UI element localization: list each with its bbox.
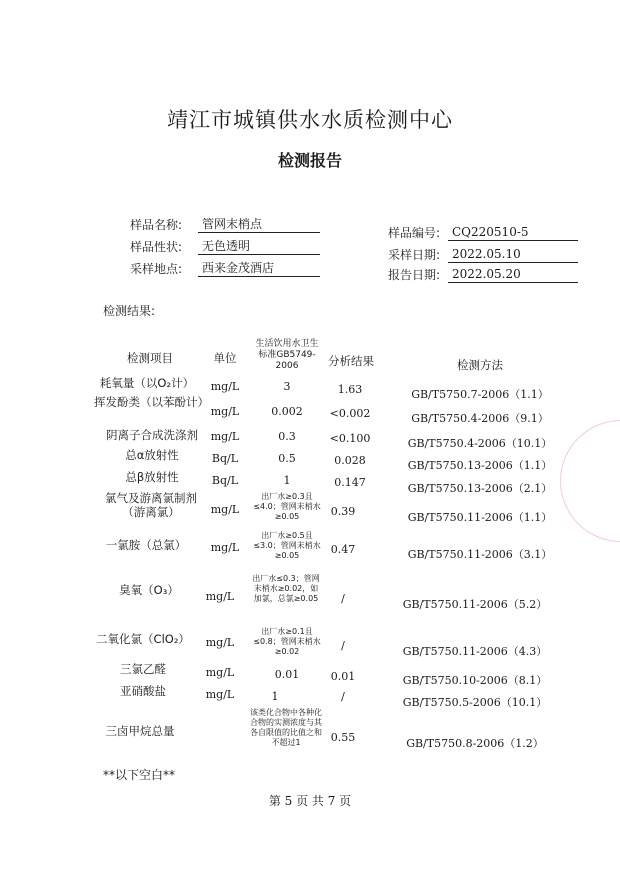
sample-nature-value: 无色透明 xyxy=(198,238,320,255)
row-12-standard: 该类化合物中各种化合物的实测浓度与其各自限值的比值之和不超过1 xyxy=(250,708,322,747)
sample-nature-label: 样品性状: xyxy=(130,240,183,254)
row-6-standard: 出厂水≥0.3且≤4.0；管网末梢水≥0.05 xyxy=(253,492,321,521)
row-5-item: 总β放射性 xyxy=(125,470,179,484)
row-1-result: 1.63 xyxy=(337,383,363,396)
blank-note: **以下空白** xyxy=(103,768,176,782)
row-5-standard: 1 xyxy=(283,474,291,487)
sample-location-label: 采样地点: xyxy=(130,262,183,276)
row-3-standard: 0.3 xyxy=(278,430,296,443)
sample-name-value: 管网末梢点 xyxy=(198,216,320,233)
row-8-standard: 出厂水≤0.3；管网末梢水≥0.02，如加氯，总氯≥0.05 xyxy=(252,574,320,603)
sample-location-value: 西来金茂酒店 xyxy=(198,260,320,277)
row-2-item: 挥发酚类（以苯酚计） xyxy=(94,395,209,409)
results-label: 检测结果: xyxy=(103,304,156,318)
row-5-result: 0.147 xyxy=(334,476,366,489)
sample-number-label: 样品编号: xyxy=(388,226,441,240)
row-7-item: 一氯胺（总氯） xyxy=(105,538,187,552)
row-11-standard: 1 xyxy=(271,690,279,703)
row-8-method: GB/T5750.11-2006（5.2） xyxy=(402,598,548,611)
row-4-method: GB/T5750.13-2006（1.1） xyxy=(407,459,553,472)
row-6-method: GB/T5750.11-2006（1.1） xyxy=(407,511,553,524)
row-2-method: GB/T5750.4-2006（9.1） xyxy=(411,412,549,425)
row-3-result: <0.100 xyxy=(329,432,371,445)
row-4-standard: 0.5 xyxy=(278,452,296,465)
row-1-unit: mg/L xyxy=(210,380,240,393)
header-method: 检测方法 xyxy=(457,358,503,372)
row-11-unit: mg/L xyxy=(205,688,235,701)
row-7-standard: 出厂水≥0.5且≤3.0；管网末梢水≥0.05 xyxy=(253,531,321,560)
seal-stamp xyxy=(560,420,620,542)
row-5-unit: Bq/L xyxy=(211,474,239,487)
header-item: 检测项目 xyxy=(127,351,173,365)
row-12-method: GB/T5750.8-2006（1.2） xyxy=(406,737,544,750)
row-6-result: 0.39 xyxy=(330,505,356,518)
row-12-result: 0.55 xyxy=(330,731,356,744)
row-2-unit: mg/L xyxy=(210,405,240,418)
row-7-unit: mg/L xyxy=(210,541,240,554)
row-2-result: <0.002 xyxy=(329,407,371,420)
row-9-result: / xyxy=(341,639,345,652)
row-10-unit: mg/L xyxy=(205,666,235,679)
row-10-item: 三氯乙醛 xyxy=(120,662,166,676)
row-6-unit: mg/L xyxy=(210,503,240,516)
row-11-item: 亚硝酸盐 xyxy=(120,684,166,698)
row-1-item: 耗氧量（以O₂计） xyxy=(99,376,195,390)
row-1-standard: 3 xyxy=(283,380,291,393)
row-2-standard: 0.002 xyxy=(271,405,303,418)
sample-number-value: CQ220510-5 xyxy=(448,224,578,241)
sample-name-label: 样品名称: xyxy=(130,218,183,232)
row-9-item: 二氧化氯（ClO₂） xyxy=(96,632,190,646)
row-10-result: 0.01 xyxy=(330,670,356,683)
row-12-item: 三卤甲烷总量 xyxy=(105,724,175,738)
row-8-unit: mg/L xyxy=(205,590,235,603)
header-result: 分析结果 xyxy=(328,354,374,368)
row-7-result: 0.47 xyxy=(330,543,356,556)
row-7-method: GB/T5750.11-2006（3.1） xyxy=(407,548,553,561)
row-3-method: GB/T5750.4-2006（10.1） xyxy=(407,437,553,450)
header-standard: 生活饮用水卫生标准GB5749-2006 xyxy=(255,339,319,371)
row-4-unit: Bq/L xyxy=(211,452,239,465)
report-org-title: 靖江市城镇供水水质检测中心 xyxy=(167,108,453,132)
row-6-item: 氯气及游离氯制剂（游离氯） xyxy=(105,491,197,519)
row-5-method: GB/T5750.13-2006（2.1） xyxy=(407,482,553,495)
row-3-item: 阴离子合成洗涤剂 xyxy=(106,428,198,442)
row-10-method: GB/T5750.10-2006（8.1） xyxy=(402,674,548,687)
row-9-method: GB/T5750.11-2006（4.3） xyxy=(402,645,548,658)
row-11-method: GB/T5750.5-2006（10.1） xyxy=(402,696,548,709)
report-date-value: 2022.05.20 xyxy=(448,266,578,283)
row-10-standard: 0.01 xyxy=(274,668,300,681)
row-3-unit: mg/L xyxy=(210,430,240,443)
sample-date-label: 采样日期: xyxy=(388,248,441,262)
page-footer: 第 5 页 共 7 页 xyxy=(268,794,352,808)
row-8-item: 臭氧（O₃） xyxy=(119,583,179,597)
row-11-result: / xyxy=(341,690,345,703)
row-4-result: 0.028 xyxy=(334,454,366,467)
row-1-method: GB/T5750.7-2006（1.1） xyxy=(411,388,549,401)
row-8-result: / xyxy=(341,592,345,605)
sample-date-value: 2022.05.10 xyxy=(448,246,578,263)
header-unit: 单位 xyxy=(213,351,237,365)
report-subtitle: 检测报告 xyxy=(277,151,342,170)
row-9-unit: mg/L xyxy=(205,636,235,649)
row-9-standard: 出厂水≥0.1且≤0.8；管网末梢水≥0.02 xyxy=(253,627,321,656)
row-4-item: 总α放射性 xyxy=(125,448,179,462)
report-date-label: 报告日期: xyxy=(388,268,441,282)
